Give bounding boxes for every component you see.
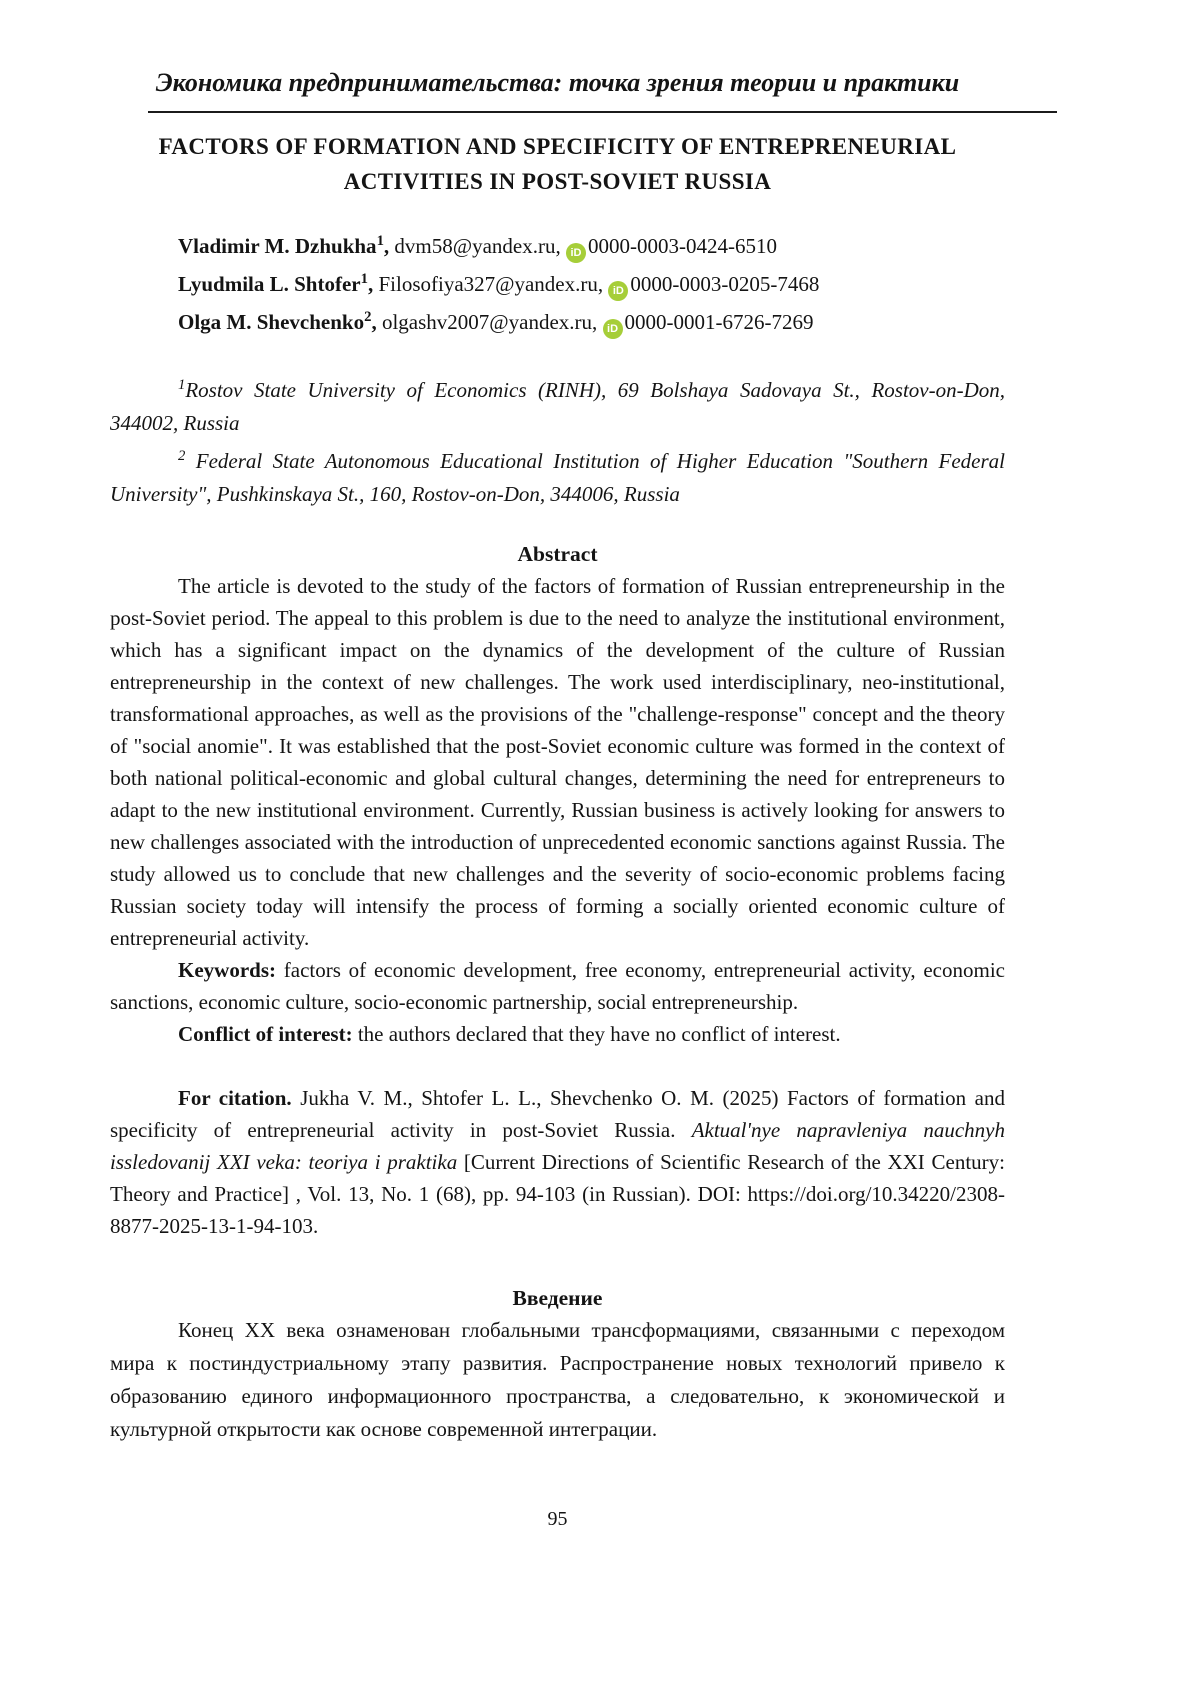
- keywords-label: Keywords:: [178, 958, 276, 982]
- citation-text-before: Jukha V. M., Shtofer L. L., Shevchenko O. M. (2025) Factors of formation and specificity of entrepreneurial activity in post-Soviet Russia.: [110, 1086, 1005, 1142]
- conflict-text: the authors declared that they have no conflict of interest.: [352, 1022, 841, 1046]
- author-name-sep: ,: [371, 310, 377, 334]
- orcid-icon: [608, 281, 628, 301]
- orcid-number: 0000-0003-0205-7468: [630, 272, 820, 296]
- keywords-paragraph: [110, 954, 1005, 1018]
- page-number: 95: [547, 1508, 568, 1530]
- authors-block: [110, 225, 1005, 339]
- abstract-paragraph: The article is devoted to the study of the factors of formation of Russian entrepreneurship in the post-Soviet period. The appeal to this problem is due to the need to analyze the institutional environment, which has a significant impact on the dynamics of the development of the culture of Russian entrepreneurship in the context of new challenges. The work used interdisciplinary, neo-institutional, transformational approaches, as well as the provisions of the "challenge-response" concept and the theory of "social anomie". It was established that the post-Soviet economic culture was formed in the context of both national political-economic and global cultural changes, determining the need for entrepreneurs to adapt to the new institutional environment. Currently, Russian business is actively looking for answers to new challenges associated with the introduction of unprecedented economic sanctions against Russia. The study allowed us to conclude that new challenges and the severity of socio-economic problems facing Russian society today will intensify the process of forming a socially oriented economic culture of entrepreneurial activity.: [110, 574, 1005, 950]
- conflict-of-interest-paragraph: [110, 1018, 1005, 1050]
- orcid: [603, 310, 814, 334]
- affiliation-text: Rostov State University of Economics (RINH), 69 Bolshaya Sadovaya St., Rostov-on-Don, 344002, Russia: [110, 378, 1005, 435]
- conflict-label: Conflict of interest:: [178, 1022, 353, 1046]
- author-line: [178, 301, 1005, 339]
- keywords-text: factors of economic development, free economy, entrepreneurial activity, economic sanctions, economic culture, socio-economic partnership, social entrepreneurship.: [110, 958, 1005, 1014]
- orcid-icon-text: iD: [612, 285, 624, 297]
- orcid-number: 0000-0001-6726-7269: [624, 310, 814, 334]
- introduction-paragraph: Конец XX века ознаменован глобальными трансформациями, связанными с переходом мира к постиндустриальному этапу развития. Распространение новых технологий привело к образованию единого информационного пространства, а следовательно, к экономической и культурной открытости как основе современной интеграции.: [110, 1318, 1005, 1441]
- citation-paragraph: [110, 1082, 1005, 1242]
- author-affiliation-sup: 1: [360, 271, 368, 287]
- author-name-text: Vladimir M. Dzhukha: [178, 234, 377, 258]
- orcid-icon: [603, 319, 623, 339]
- affiliation: [110, 369, 1005, 440]
- author-name: [178, 272, 373, 296]
- abstract-heading: Abstract: [517, 542, 598, 566]
- affiliation-sup: 1: [178, 377, 186, 393]
- author-name-text: Lyudmila L. Shtofer: [178, 272, 361, 296]
- author-name: [178, 234, 389, 258]
- citation-text-after: [Current Directions of Scientific Research of the XXI Century: Theory and Practice] , Vol. 13, No. 1 (68), pp. 94-103 (in Russian). DOI: https://doi.org/10.34220/2308-8877-2025-13-1-94-103.: [110, 1150, 1005, 1238]
- running-head: [110, 68, 1005, 113]
- orcid-icon: [566, 243, 586, 263]
- journal-title: Экономика предпринимательства: точка зрения теории и практики: [155, 68, 960, 97]
- author-email: dvm58@yandex.ru,: [394, 234, 561, 258]
- author-email: Filosofiya327@yandex.ru,: [378, 272, 604, 296]
- orcid-icon-text: iD: [570, 247, 582, 259]
- author-name-text: Olga M. Shevchenko: [178, 310, 365, 334]
- orcid-number: 0000-0003-0424-6510: [587, 234, 777, 258]
- author-name: [178, 310, 377, 334]
- paper-title-line2: ACTIVITIES IN POST-SOVIET RUSSIA: [343, 169, 772, 194]
- orcid: [566, 234, 777, 258]
- author-name-sep: ,: [383, 234, 390, 258]
- citation-label: For citation.: [178, 1086, 292, 1110]
- introduction-heading: Введение: [512, 1286, 603, 1310]
- affiliation: [110, 440, 1005, 511]
- author-line: [178, 263, 1005, 301]
- orcid: [608, 272, 819, 296]
- paper-title: [110, 129, 1005, 199]
- author-line: [178, 225, 1005, 263]
- orcid-icon-text: iD: [607, 323, 619, 335]
- paper-title-line1: FACTORS OF FORMATION AND SPECIFICITY OF ENTREPRENEURIAL: [158, 134, 957, 159]
- header-rule: [148, 111, 1057, 113]
- author-name-sep: ,: [367, 272, 374, 296]
- citation-journal-name: Aktual'nye napravleniya nauchnyh issledovanij XXI veka: teoriya i praktika: [110, 1118, 1005, 1174]
- affiliations-block: [110, 369, 1005, 511]
- affiliation-sup: 2: [178, 448, 186, 464]
- affiliation-text: Federal State Autonomous Educational Institution of Higher Education "Southern Federal University", Pushkinskaya St., 160, Rostov-on-Don, 344006, Russia: [110, 449, 1005, 506]
- author-affiliation-sup: 1: [376, 233, 384, 249]
- author-email: olgashv2007@yandex.ru,: [381, 310, 598, 334]
- author-affiliation-sup: 2: [364, 309, 372, 325]
